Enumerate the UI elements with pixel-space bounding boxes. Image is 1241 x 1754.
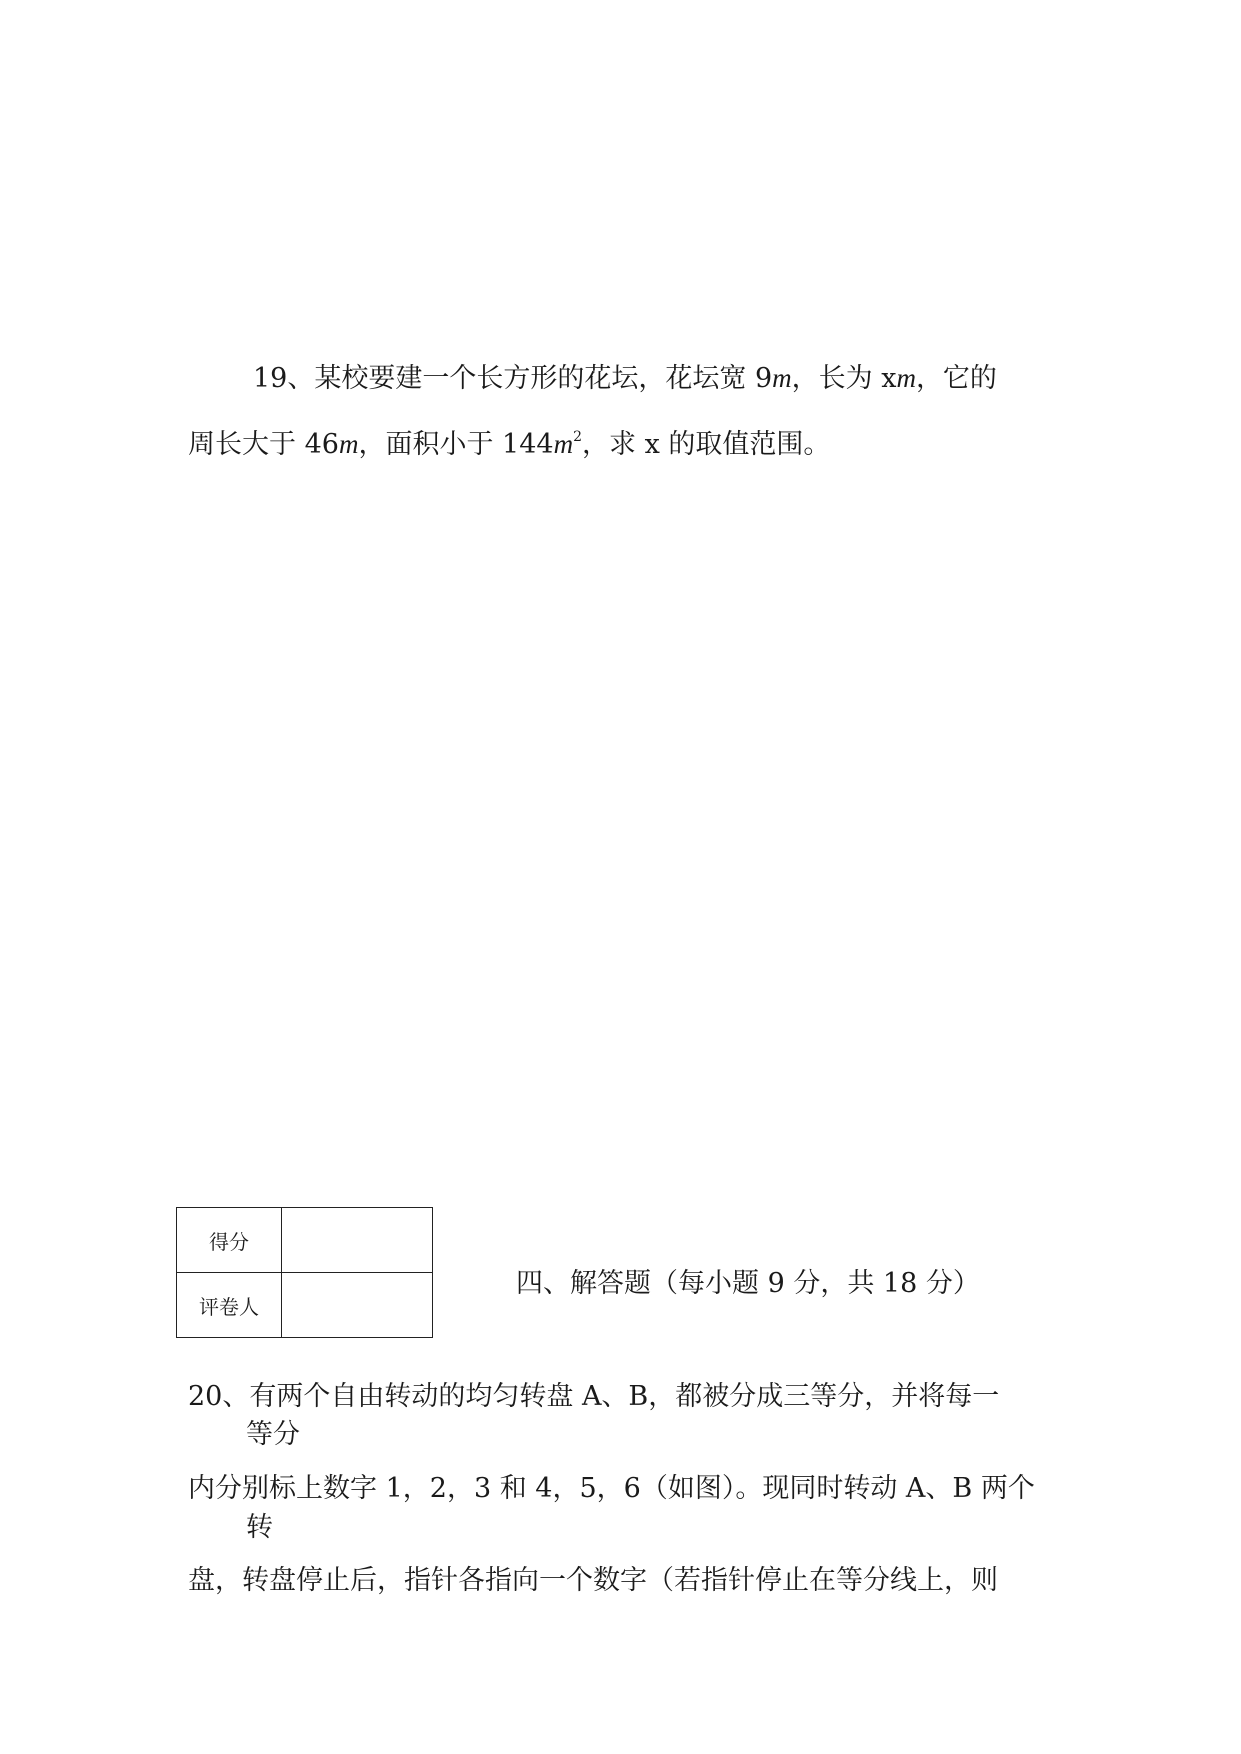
- q19-unit-m-1: m: [772, 363, 792, 393]
- q19-line-2-text-a: 周长大于 46: [188, 429, 339, 460]
- score-row: [177, 1208, 433, 1273]
- q19-line-1-text-b: ，长为 x: [791, 363, 897, 394]
- q19-unit-m-2: m: [896, 363, 916, 393]
- q19-unit-m-3: m: [338, 429, 359, 459]
- q19-line-2-text-c: ，求 x 的取值范围。: [582, 429, 831, 460]
- q19-line-1-text-a: 19、某校要建一个长方形的花坛，花坛宽 9: [253, 363, 773, 394]
- q20-line-3: 内分别标上数字 1，2，3 和 4，5，6（如图）。现同时转动 A、B 两个: [188, 1473, 1035, 1504]
- score-value-cell[interactable]: [282, 1208, 433, 1273]
- q19-line-1-text-c: ，它的: [915, 363, 997, 394]
- section-4-title: 四、解答题（每小题 9 分，共 18 分）: [516, 1268, 980, 1299]
- q20-line-5: 盘，转盘停止后，指针各指向一个数字（若指针停止在等分线上，则: [188, 1565, 998, 1596]
- q20-line-4: 转: [246, 1512, 273, 1543]
- q19-superscript-2: 2: [573, 429, 582, 445]
- q19-unit-m-4: m: [553, 429, 574, 459]
- score-label: 得分: [177, 1208, 282, 1273]
- q19-line-1: [253, 362, 997, 395]
- grader-value-cell[interactable]: [282, 1273, 433, 1338]
- score-table: [176, 1207, 433, 1338]
- q19-line-2: [188, 428, 830, 461]
- grader-label: 评卷人: [177, 1273, 282, 1338]
- q20-line-1: 20、有两个自由转动的均匀转盘 A、B，都被分成三等分，并将每一: [188, 1381, 1000, 1412]
- q19-line-2-text-b: ，面积小于 144: [358, 429, 554, 460]
- grader-row: [177, 1273, 433, 1338]
- q20-line-2: 等分: [246, 1419, 300, 1450]
